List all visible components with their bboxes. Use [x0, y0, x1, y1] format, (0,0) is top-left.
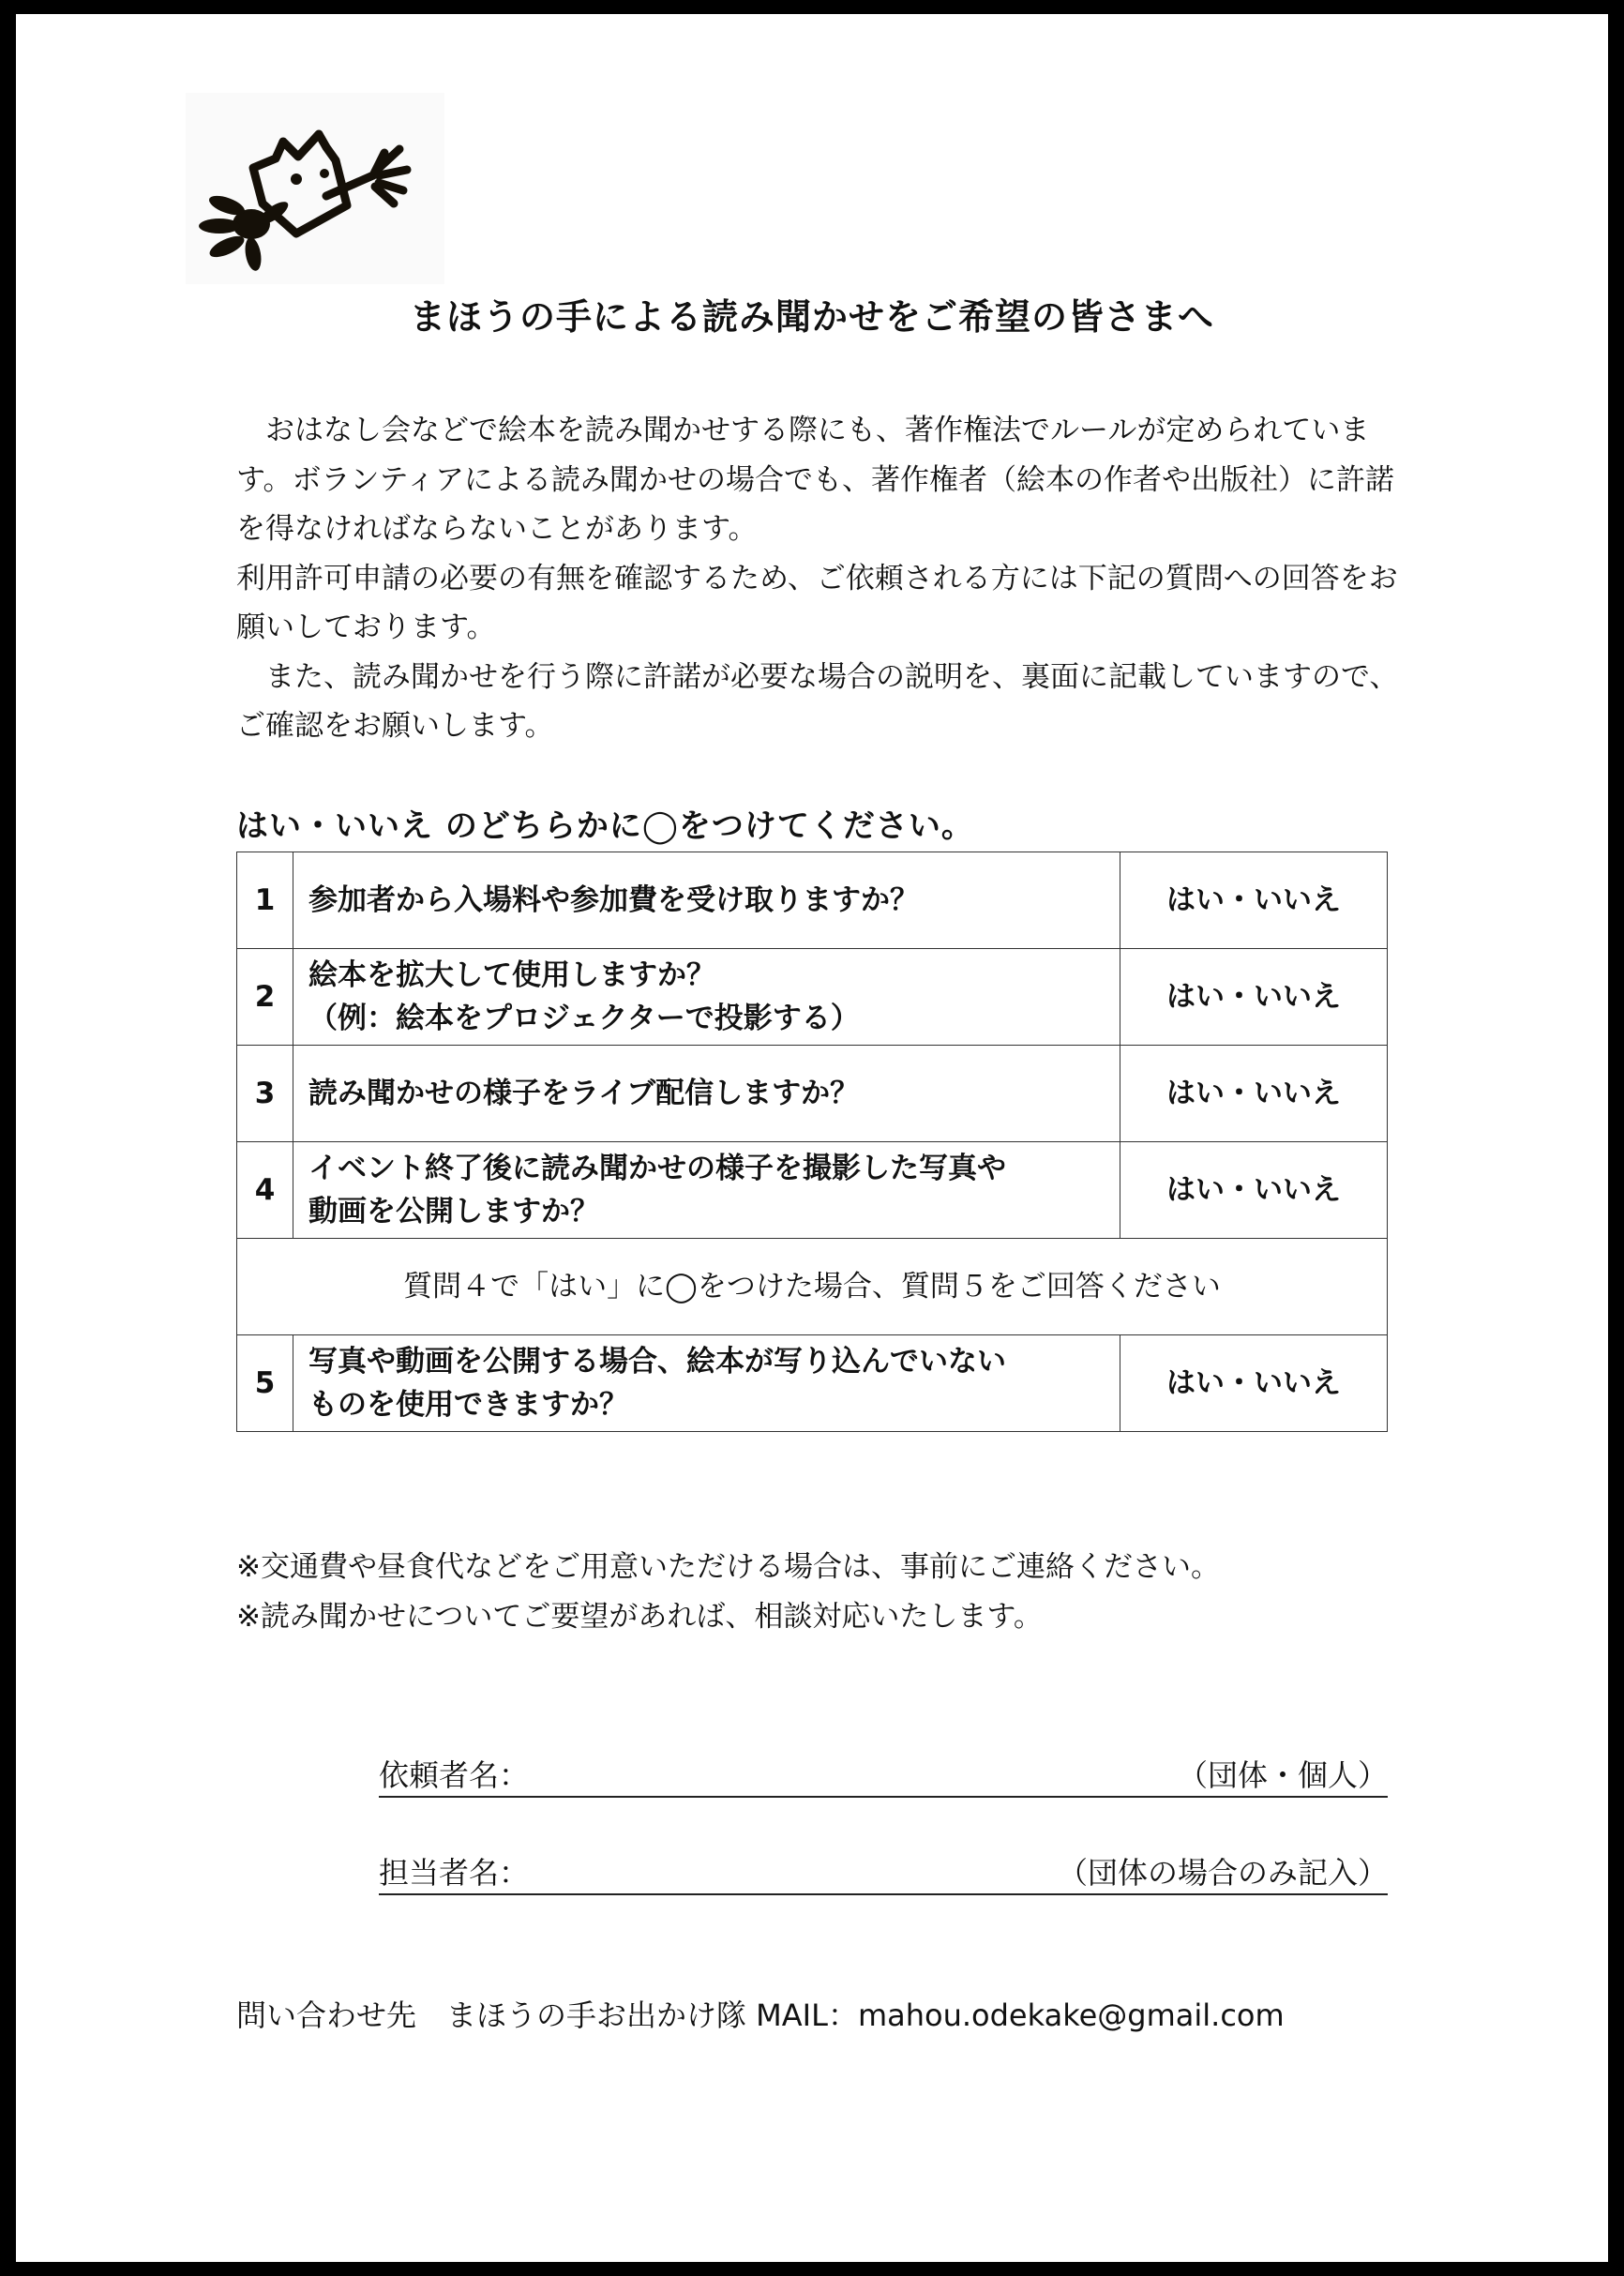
footnote: ※交通費や昼食代などをご用意いただける場合は、事前にご連絡ください。	[236, 1550, 1220, 1584]
question-row-4	[237, 1142, 1388, 1239]
contact-person-field[interactable]	[379, 1852, 1388, 1895]
question-number: 4	[237, 1142, 293, 1239]
magic-hand-icon	[186, 93, 444, 284]
question-row-3	[237, 1046, 1388, 1142]
yes-no-answer[interactable]: はい・いいえ	[1120, 1142, 1388, 1239]
contact-person-suffix: （団体の場合のみ記入）	[1057, 1855, 1388, 1891]
intro-text	[236, 406, 1404, 751]
question-line: 読み聞かせの様子をライブ配信しますか？	[308, 1077, 860, 1110]
intro-paragraph: 利用許可申請の必要の有無を確認するため、ご依頼される方には下記の質問への回答をお願いしております。	[236, 561, 1398, 644]
footnote: ※読み聞かせについてご要望があれば、相談対応いたします。	[236, 1600, 1043, 1634]
question-row-5	[237, 1335, 1388, 1432]
footnotes	[236, 1543, 1220, 1642]
question-number: 5	[237, 1335, 293, 1432]
yes-no-answer[interactable]: はい・いいえ	[1120, 1046, 1388, 1142]
question-number: 2	[237, 949, 293, 1046]
question-text	[293, 1142, 1120, 1239]
question-line: （例：絵本をプロジェクターで投影する）	[308, 1002, 860, 1035]
requester-label: 依頼者名：	[379, 1757, 530, 1793]
question-line: 参加者から入場料や参加費を受け取りますか？	[308, 883, 919, 917]
question-row-2	[237, 949, 1388, 1046]
question-line: 写真や動画を公開する場合、絵本が写り込んでいない	[308, 1345, 1006, 1379]
question-number: 1	[237, 852, 293, 949]
question-line: 動画を公開しますか？	[308, 1195, 599, 1228]
intro-paragraph: また、読み聞かせを行う際に許諾が必要な場合の説明を、裏面に記載していますので、ご確認をお願いします。	[236, 659, 1399, 743]
requester-name-field[interactable]	[379, 1755, 1388, 1798]
intro-paragraph: おはなし会などで絵本を読み聞かせする際にも、著作権法でルールが定められています。ボランティアによる読み聞かせの場合でも、著作権者（絵本の作者や出版社）に許諾を得なければならないことがあります。	[236, 414, 1395, 546]
question-row-1	[237, 852, 1388, 949]
contact-info: 問い合わせ先 まほうの手お出かけ隊 MAIL：mahou.odekake@gmail.com	[236, 1997, 1285, 2033]
question-text	[293, 1335, 1120, 1432]
conditional-note-row	[237, 1239, 1388, 1335]
document-page	[16, 14, 1608, 2262]
yes-no-answer[interactable]: はい・いいえ	[1120, 1335, 1388, 1432]
yes-no-answer[interactable]: はい・いいえ	[1120, 949, 1388, 1046]
answer-instruction: はい・いいえ のどちらかに◯をつけてください。	[236, 807, 974, 845]
question-line: ものを使用できますか？	[308, 1388, 628, 1422]
page-title: まほうの手による読み聞かせをご希望の皆さまへ	[409, 296, 1214, 338]
question-line: イベント終了後に読み聞かせの様子を撮影した写真や	[308, 1152, 1006, 1185]
magic-hand-logo	[186, 93, 444, 284]
question-text	[293, 852, 1120, 949]
question-line: 絵本を拡大して使用しますか？	[308, 958, 715, 992]
question-number: 3	[237, 1046, 293, 1142]
question-text	[293, 949, 1120, 1046]
yes-no-answer[interactable]: はい・いいえ	[1120, 852, 1388, 949]
requester-suffix: （団体・個人）	[1177, 1757, 1388, 1793]
conditional-note: 質問４で「はい」に◯をつけた場合、質問５をご回答ください	[237, 1239, 1388, 1335]
contact-person-label: 担当者名：	[379, 1855, 530, 1891]
question-text	[293, 1046, 1120, 1142]
question-table	[236, 852, 1388, 1432]
